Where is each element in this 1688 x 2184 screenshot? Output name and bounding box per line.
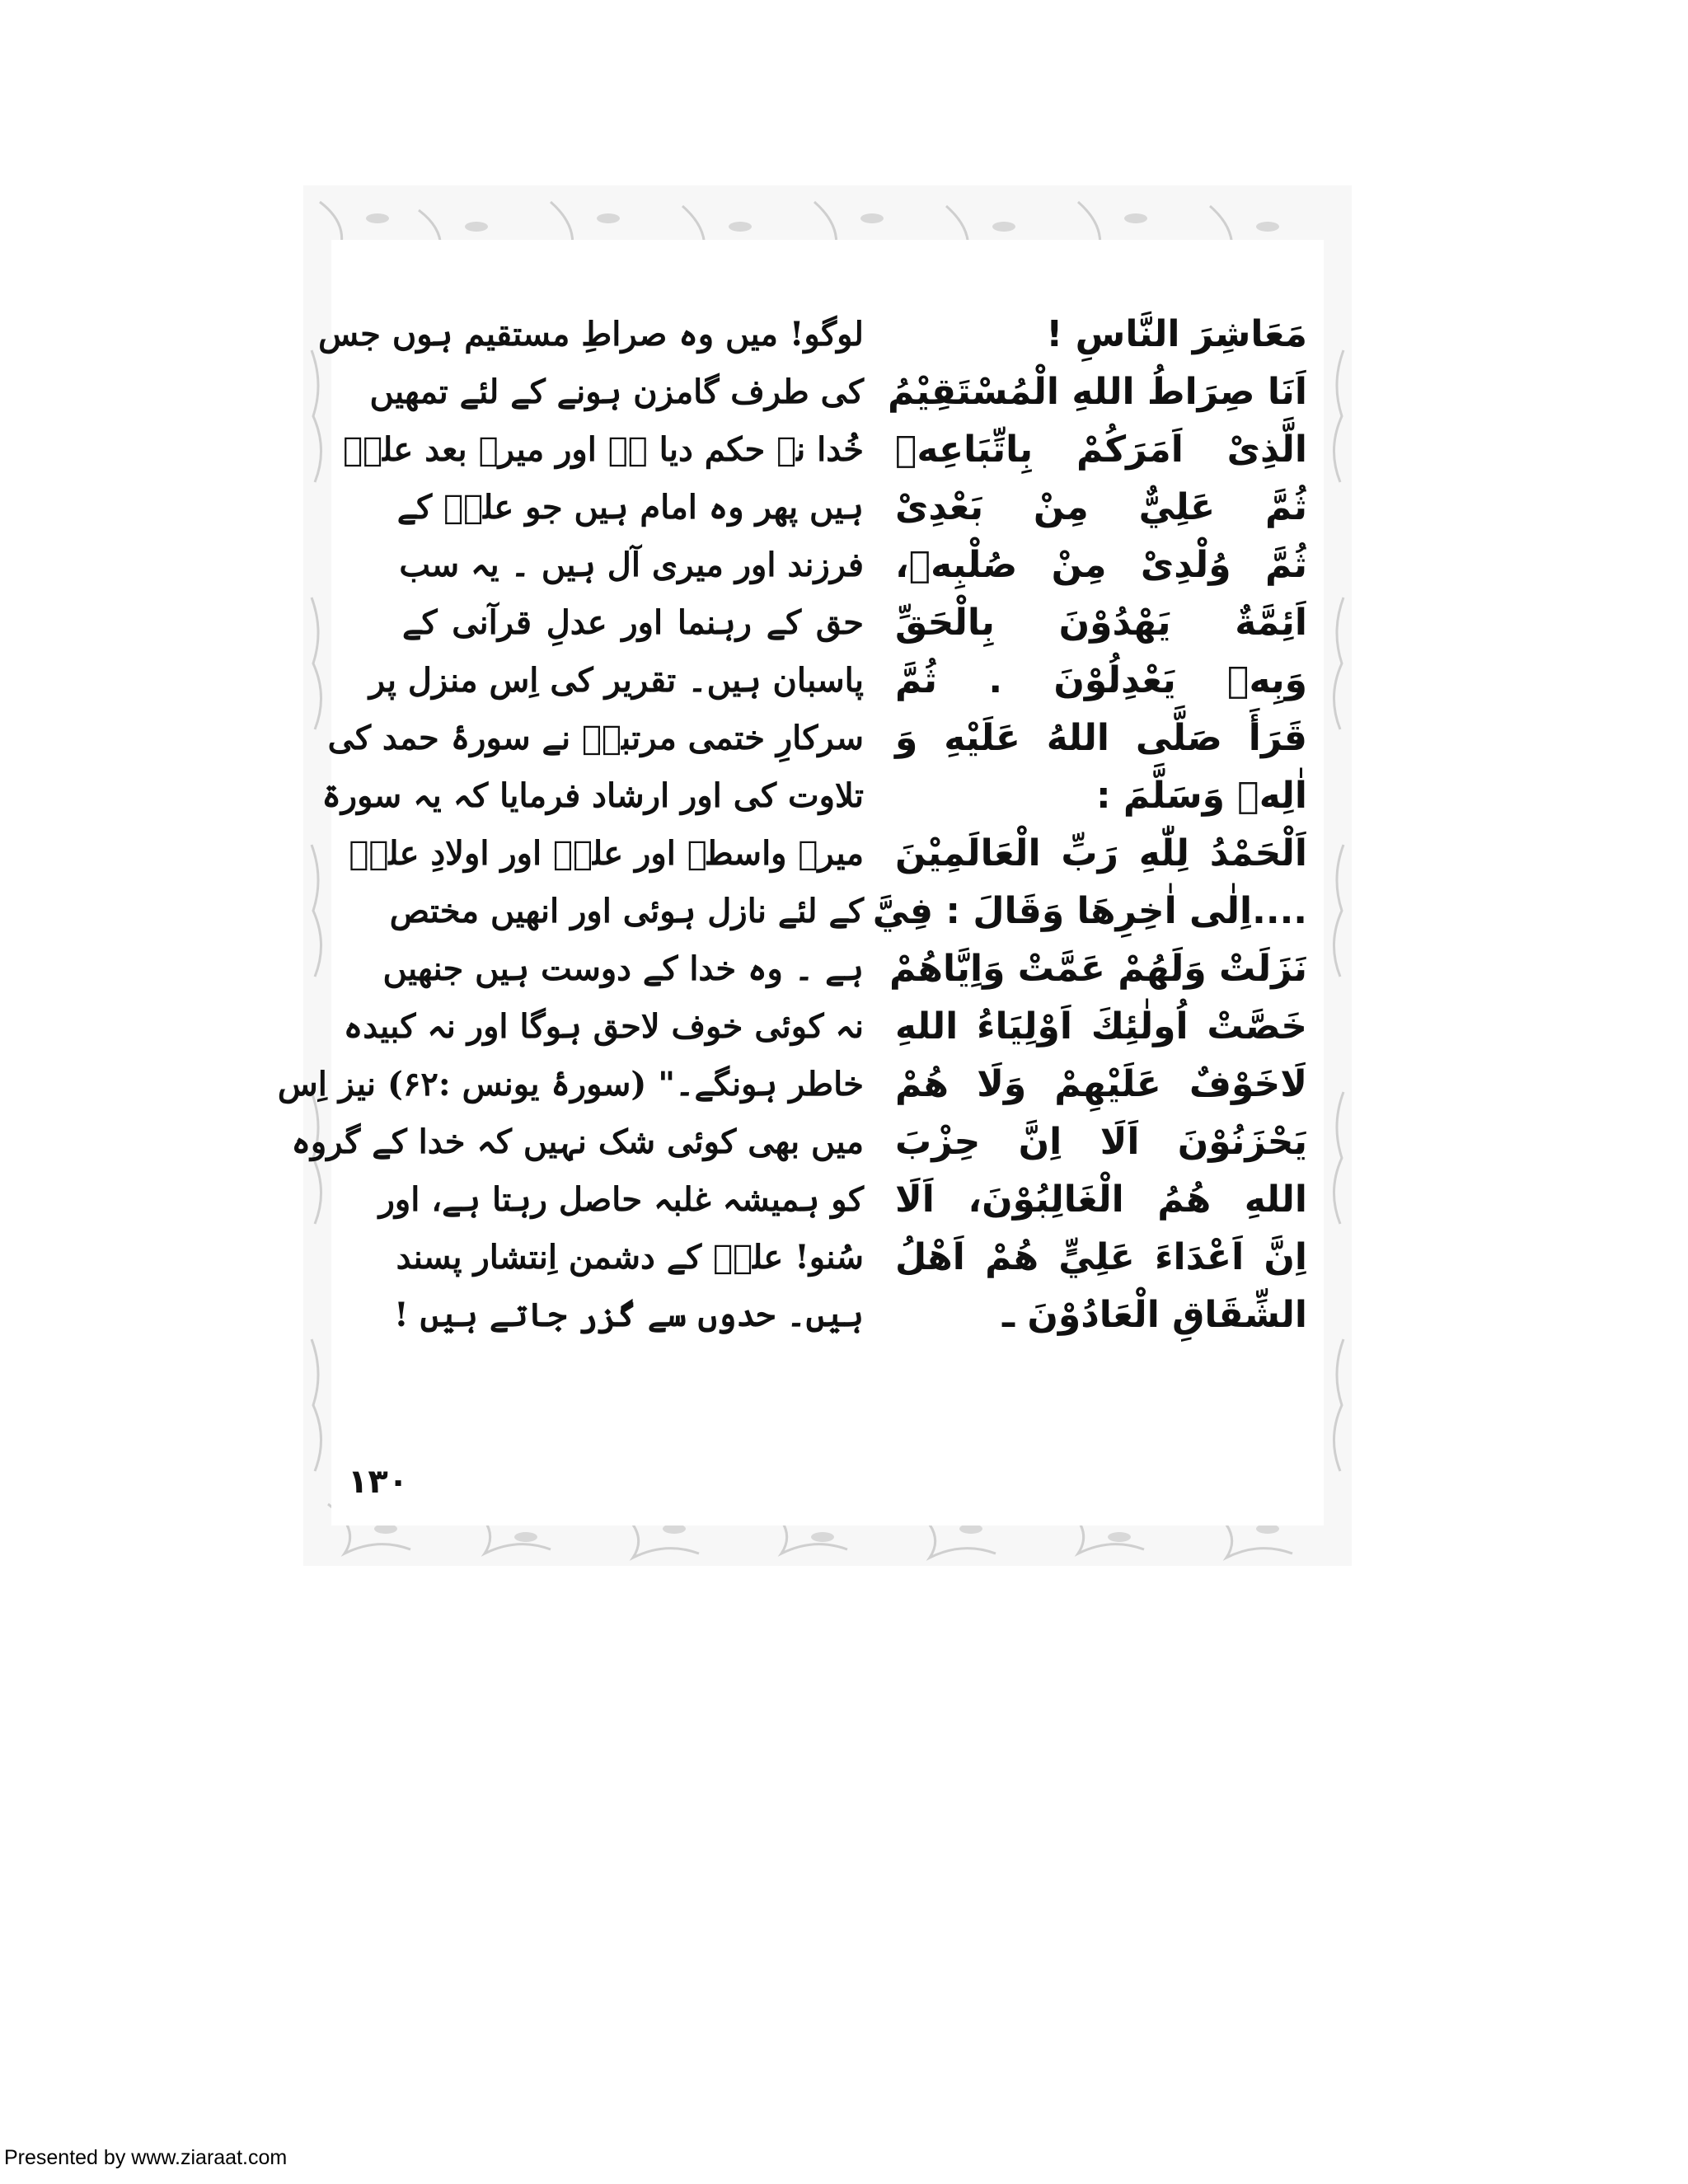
arabic-line: قَرَأَ صَلَّى اللهُ عَلَيْهِ وَ: [895, 717, 1307, 759]
urdu-line: کی طرف گامزن ہونے کے لئے تمھیں: [369, 373, 864, 411]
urdu-line: ہیں پھر وہ امام ہیں جو علیؑ کے: [396, 488, 864, 527]
arabic-line: خَصَّتْ اُولٰئِكَ اَوْلِيَاءُ اللهِ: [895, 1005, 1307, 1047]
arabic-line: يَحْزَنُوْنَ اَلَا اِنَّ حِزْبَ: [895, 1121, 1307, 1163]
urdu-line: ہے ۔ وہ خدا کے دوست ہیں جنھیں: [382, 949, 864, 988]
arabic-line: اَئِمَّةٌ يَهْدُوْنَ بِالْحَقِّ: [895, 602, 1307, 644]
urdu-line: لوگو! میں وہ صراطِ مستقیم ہوں جس: [318, 315, 864, 354]
urdu-line: کو ہمیشہ غلبہ حاصل رہتا ہے، اور: [378, 1180, 864, 1219]
arabic-line: مَعَاشِرَ النَّاسِ !: [1046, 313, 1307, 355]
arabic-line: الشِّقَاقِ الْعَادُوْنَ ـ: [1001, 1294, 1307, 1336]
arabic-line: اِنَّ اَعْدَاءَ عَلِيٍّ هُمْ اَهْلُ: [895, 1236, 1307, 1278]
page-number: ۱۳۰: [348, 1463, 409, 1501]
arabic-line: الَّذِىْ اَمَرَكُمْ بِاتِّبَاعِهٖ: [895, 429, 1307, 471]
urdu-line: کے لئے نازل ہوئی اور انھیں مختص: [389, 892, 864, 930]
arabic-line: اللهِ هُمُ الْغَالِبُوْنَ، اَلَا: [895, 1179, 1307, 1221]
arabic-line: ثُمَّ عَلِيٌّ مِنْ بَعْدِىْ: [895, 486, 1307, 528]
page-frame: [277, 185, 1352, 1566]
arabic-line: اَلْحَمْدُ لِلّٰهِ رَبِّ الْعَالَمِيْنَ: [895, 832, 1307, 874]
urdu-line: فرزند اور میری آل ہیں ۔ یہ سب: [399, 546, 864, 584]
urdu-line: میں بھی کوئی شک نہیں کہ خدا کے گروہ: [291, 1122, 864, 1161]
urdu-line: خُدا نے حکم دیا ہے اور میرے بعد علیؑ: [343, 430, 864, 469]
arabic-line: ....اِلٰى اٰخِرِهَا وَقَالَ : فِيَّ: [872, 890, 1307, 932]
arabic-line: وَبِهٖ يَعْدِلُوْنَ . ثُمَّ: [895, 659, 1307, 701]
urdu-line: سرکارِ ختمی مرتبتؐ نے سورۂ حمد کی: [327, 719, 864, 757]
urdu-line: میرے واسطے اور علیؑ اور اولادِ علیؑ: [349, 834, 864, 873]
urdu-line: خاطر ہونگے۔" (سورۂ یونس :۶۲) نیز اِس: [277, 1065, 864, 1104]
page-content: [277, 240, 1324, 1526]
arabic-line: لَاخَوْفٌ عَلَيْهِمْ وَلَا هُمْ: [895, 1063, 1307, 1105]
arabic-line: نَزَلَتْ وَلَهُمْ عَمَّتْ وَاِيَّاهُمْ: [889, 948, 1307, 990]
urdu-line: پاسبان ہیں۔ تقریر کی اِس منزل پر: [368, 661, 864, 700]
arabic-text-column: [872, 306, 1307, 1344]
arabic-line: اٰلِهٖ وَسَلَّمَ :: [1095, 775, 1307, 817]
urdu-line: ہیں۔ حدوں سے گزر جاتے ہیں !: [394, 1296, 864, 1334]
urdu-line: نہ کوئی خوف لاحق ہوگا اور نہ کبیدہ: [343, 1007, 864, 1046]
urdu-line: تلاوت کی اور ارشاد فرمایا کہ یہ سورۃ: [321, 776, 864, 815]
urdu-line: حق کے رہنما اور عدلِ قرآنی کے: [402, 603, 864, 642]
arabic-line: ثُمَّ وُلْدِىْ مِنْ صُلْبِهٖ،: [895, 544, 1307, 586]
urdu-translation-column: [277, 306, 864, 1344]
footer-credit: Presented by www.ziaraat.com: [4, 2146, 288, 2169]
arabic-line: اَنَا صِرَاطُ اللهِ الْمُسْتَقِيْمُ: [888, 371, 1307, 413]
urdu-line: سُنو! علیؑ کے دشمن اِنتشار پسند: [396, 1238, 864, 1277]
